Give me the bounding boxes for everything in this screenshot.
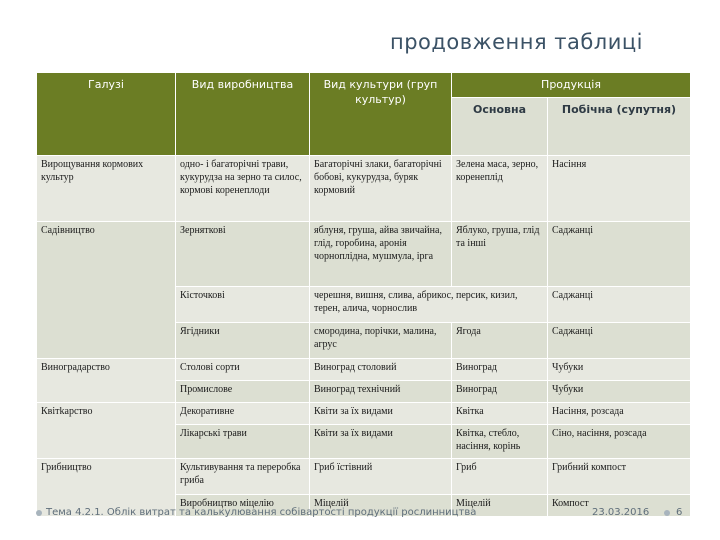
cell-crop: Квіти за їх видами [310, 403, 452, 425]
cell-side: Насіння [548, 156, 691, 222]
cell-branch: Садівництво [37, 222, 176, 359]
cell-kind: Культивування та переробка гриба [176, 459, 310, 495]
cell-side: Саджанці [548, 287, 691, 323]
table-row [37, 222, 691, 287]
cell-kind: Кісточкові [176, 287, 310, 323]
footer-date: 23.03.2016 [592, 507, 650, 518]
cell-main: Квітка, стебло, насіння, корінь [452, 425, 548, 459]
footer-topic: Тема 4.2.1. Облік витрат та калькулювання собівартості продукції рослинництва [46, 507, 477, 518]
slide-title: продовження таблиці [390, 30, 644, 54]
cell-side: Насіння, розсада [548, 403, 691, 425]
header-main-product: Основна [452, 97, 548, 155]
cell-side: Компост [548, 495, 691, 517]
cell-branch: Квітkарство [37, 403, 176, 459]
footer-bullet-icon [36, 510, 42, 516]
cell-crop: Багаторічні злаки, багаторічні бобові, кукурудза, буряк кормовий [310, 156, 452, 222]
table-row [37, 459, 691, 495]
footer-dot-icon [664, 510, 670, 516]
cell-kind: Ягідники [176, 323, 310, 359]
cell-kind: Зерняткові [176, 222, 310, 287]
cell-branch: Вирощування кормових культур [37, 156, 176, 222]
cell-kind: Виробництво міцелію [176, 495, 310, 517]
cell-kind: одно- і багаторічні трави, кукурудза на зерно та силос, кормові коренеплоди [176, 156, 310, 222]
cell-crop: Виноград столовий [310, 359, 452, 381]
cell-main: Зелена маса, зерно, коренеплід [452, 156, 548, 222]
header-products: Продукція [452, 73, 691, 98]
cell-crop: яблуня, груша, айва звичайна, глід, горобина, аронія чорноплідна, мушмула, ірга [310, 222, 452, 287]
header-crop-kind: Вид культури (груп культур) [310, 73, 452, 156]
cell-side: Чубуки [548, 381, 691, 403]
cell-side: Грибний компост [548, 459, 691, 495]
cell-main: Гриб [452, 459, 548, 495]
cell-kind: Промислове [176, 381, 310, 403]
header-branch: Галузі [37, 73, 176, 156]
cell-crop: смородина, порічки, малина, агрус [310, 323, 452, 359]
cell-kind: Декоративне [176, 403, 310, 425]
page-number: 6 [676, 507, 683, 518]
table-row [37, 403, 691, 425]
cell-main: Квітка [452, 403, 548, 425]
cell-side: Сіно, насіння, розсада [548, 425, 691, 459]
header-side-product: Побічна (супутня) [548, 97, 691, 155]
cell-kind: Лікарські трави [176, 425, 310, 459]
cell-crop: черешня, вишня, слива, абрикос, персик, кизил, терен, алича, чорнослив [310, 287, 548, 323]
cell-main: Ягода [452, 323, 548, 359]
cell-crop: Міцелій [310, 495, 452, 517]
cell-side: Саджанці [548, 323, 691, 359]
header-production-kind: Вид виробництва [176, 73, 310, 156]
cell-branch: Виноградарство [37, 359, 176, 403]
cell-side: Саджанці [548, 222, 691, 287]
cell-branch: Грибництво [37, 459, 176, 517]
cell-side: Чубуки [548, 359, 691, 381]
table-row [37, 359, 691, 381]
cell-crop: Виноград технічний [310, 381, 452, 403]
cell-crop: Гриб їстівний [310, 459, 452, 495]
cell-main: Виноград [452, 381, 548, 403]
cell-crop: Квіти за їх видами [310, 425, 452, 459]
cell-main: Яблуко, груша, глід та інші [452, 222, 548, 287]
production-table [36, 72, 691, 517]
cell-main: Міцелій [452, 495, 548, 517]
table-row [37, 156, 691, 222]
cell-main: Виноград [452, 359, 548, 381]
cell-kind: Столові сорти [176, 359, 310, 381]
